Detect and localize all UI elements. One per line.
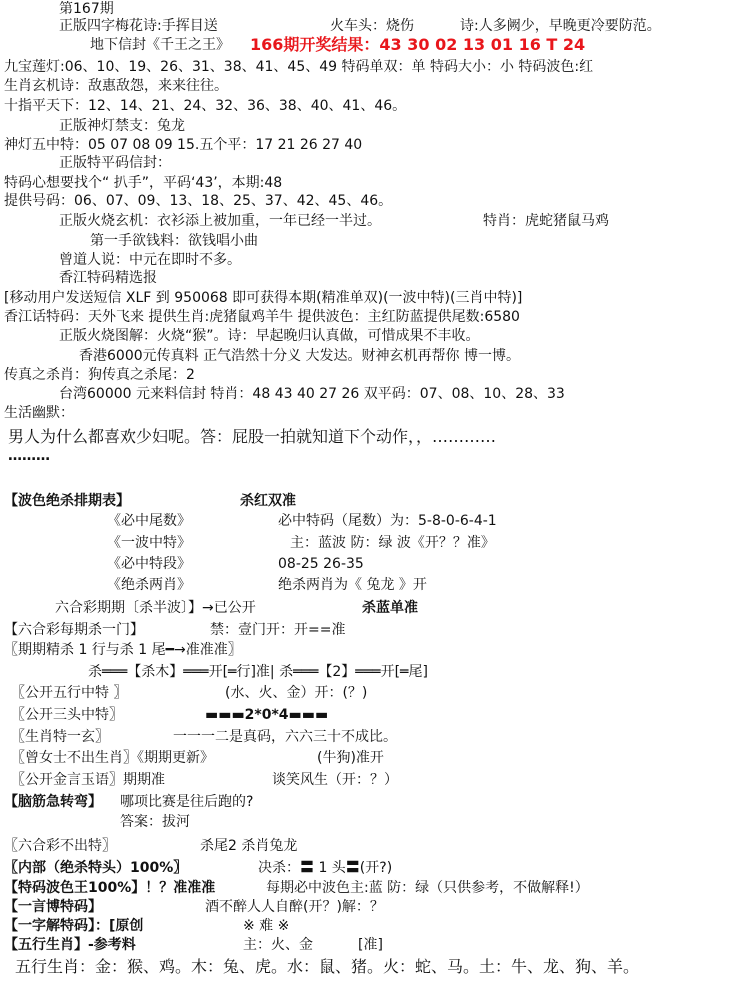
wave-king-value: 每期必中波色主:蓝 防：绿（只供参考，不做解释!） [266, 880, 589, 896]
kill-row-detail: 杀═══【杀木】═══开[═行]准| 杀═══【2】═══开[═尾] [88, 664, 428, 680]
humor-joke: 男人为什么都喜欢少妇呢。答：屁股一拍就知道下个动作，，………… [8, 427, 497, 446]
must-segment-label: 《必中特段》 [107, 556, 191, 572]
provided-numbers: 提供号码：06、07、09、13、18、25、37、42、45、46。 [4, 193, 393, 209]
lamp-five: 神灯五中特：05 07 08 09 15.五个平：17 21 26 27 40 [4, 137, 363, 153]
one-wave-value: 主：蓝波 防：绿 波《开？？准》 [290, 535, 495, 551]
humor-ellipsis: ……… [8, 448, 50, 464]
internal-kill-value: 决杀：〓 1 头〓(开?) [258, 860, 393, 876]
hk-fax: 香港6000元传真料 正气浩然十分义 大发达。财神玄机再帮你 博一博。 [79, 348, 520, 364]
fire-riddle: 正版火烧玄机：衣衫添上被加重，一年已经一半过。 [59, 213, 381, 229]
issue-number: 第167期 [59, 1, 114, 17]
half-wave: 六合彩期期〔杀半波〕】→已公开 [55, 600, 256, 616]
humor-title: 生活幽默： [4, 405, 74, 421]
golden-words-label: 〖公开金言玉语〗期期准 [11, 772, 165, 788]
lotus-lamp: 九宝莲灯:06、10、19、26、31、38、41、45、49 特码单双：单 特码大小：小 特码波色:红 [4, 59, 594, 75]
kill-blue: 杀蓝单准 [362, 600, 418, 616]
one-char-label: 【一字解特码】：[原创 [4, 918, 144, 934]
zodiac-mystery-value: 一一一二是真码，六六三十不成比。 [173, 729, 397, 745]
must-segment-value: 08-25 26-35 [278, 556, 364, 572]
ten-fingers: 十指平天下：12、14、21、24、32、36、38、40、41、46。 [4, 98, 407, 114]
five-element-zodiac-list: 五行生肖：金：猴、鸡。木：兔、虎。水：鼠、猪。火：蛇、马。土：牛、龙、狗、羊。 [15, 957, 640, 976]
five-element-label: 〖公开五行中特 〗 [11, 685, 128, 701]
previous-result: 166期开奖结果：43 30 02 13 01 16 T 24 [250, 35, 586, 54]
five-element-value: (水、火、金）开：(？) [225, 685, 368, 701]
one-char-value: ※ 难 ※ [243, 918, 290, 934]
five-zodiac-accurate: [准] [358, 937, 383, 953]
underground-envelope: 地下信封《千王之王》 [90, 37, 230, 53]
internal-kill-label: 〖内部（绝杀特头）100%〗 [4, 860, 188, 876]
poem-line: 诗:人多阙少，早晚更冷要防范。 [460, 18, 661, 34]
hongkong-talk: 香江话特码：天外飞来 提供生肖:虎猪鼠鸡羊牛 提供波色：主红防蓝提供尾数:6580 [4, 309, 520, 325]
three-head-value: ▬▬▬2*0*4▬▬▬ [205, 707, 329, 723]
kill-red: 杀红双准 [240, 493, 296, 509]
kill-two-value: 绝杀两肖为《 兔龙 》开 [278, 577, 427, 593]
zodiac-riddle: 生肖玄机诗：敌惠敌怨，来来往往。 [4, 78, 228, 94]
sms-promo: [移动用户发送短信 XLF 到 950068 即可获得本期(精准单双)(一波中特)(三肖中特)] [4, 290, 523, 306]
kill-row-tail: 〖期期精杀 1 行与杀 1 尾━→准准准〗 [4, 642, 242, 658]
five-zodiac-label: 【五行生肖】-参考料 [4, 937, 136, 953]
five-zodiac-main: 主：火、金 [243, 937, 313, 953]
lamp-ban: 正版神灯禁支：兔龙 [59, 118, 185, 134]
hongkong-report: 香江特码精选报 [59, 270, 157, 286]
no-special-label: 〖六合彩不出特〗 [4, 838, 116, 854]
plum-poem: 正版四字梅花诗:手挥目送 [59, 18, 218, 34]
one-word-value: 酒不醉人人自醉(开？)解：？ [205, 899, 384, 915]
wave-table-title: 【波色绝杀排期表】 [4, 493, 130, 509]
kill-one-door: 【六合彩每期杀一门】 [4, 622, 144, 638]
fax-kill: 传真之杀肖：狗传真之杀尾：2 [4, 367, 195, 383]
kill-two-label: 《绝杀两肖》 [107, 577, 191, 593]
train-head: 火车头：烧伤 [330, 18, 414, 34]
brain-teaser-label: 【脑筋急转弯】 [4, 794, 102, 810]
taiwan-envelope: 台湾60000 元来料信封 特肖：48 43 40 27 26 双平码：07、08、10、28、33 [59, 386, 565, 402]
must-tail-label: 《必中尾数》 [107, 513, 191, 529]
ms-zeng-value: (牛狗)准开 [317, 750, 384, 766]
fire-picture: 正版火烧图解：火烧“猴”。诗：早起晚归认真做，可惜成果不丰收。 [59, 328, 480, 344]
no-special-value: 杀尾2 杀肖兔龙 [200, 838, 298, 854]
golden-words-value: 谈笑风生（开：？） [272, 772, 398, 788]
brain-teaser-answer: 答案：拔河 [120, 814, 190, 830]
must-tail-value: 必中特码（尾数）为：5-8-0-6-4-1 [278, 513, 497, 529]
kill-one-door-value: 禁：壹门开：开==准 [210, 622, 346, 638]
brain-teaser-question: 哪项比赛是往后跑的? [120, 794, 254, 810]
special-zodiac: 特肖：虎蛇猪鼠马鸡 [483, 213, 609, 229]
ms-zeng-label: 〖曾女士不出生肖〗《期期更新》 [11, 750, 214, 766]
first-hand: 第一手欲钱料：欲钱唱小曲 [90, 233, 258, 249]
one-wave-label: 《一波中特》 [107, 535, 191, 551]
special-envelope: 正版特平码信封： [59, 155, 171, 171]
three-head-label: 〖公开三头中特〗 [11, 707, 123, 723]
special-wish: 特码心想要找个“ 扒手”，平码‘43’，本期:48 [4, 175, 283, 191]
one-word-label: 【一言博特码】 [4, 899, 102, 915]
wave-king-label: 【特码波色王100%】！？准准准 [4, 880, 216, 896]
zodiac-mystery-label: 〖生肖特一玄〗 [11, 729, 109, 745]
taoist-says: 曾道人说：中元在即时不多。 [59, 252, 241, 268]
